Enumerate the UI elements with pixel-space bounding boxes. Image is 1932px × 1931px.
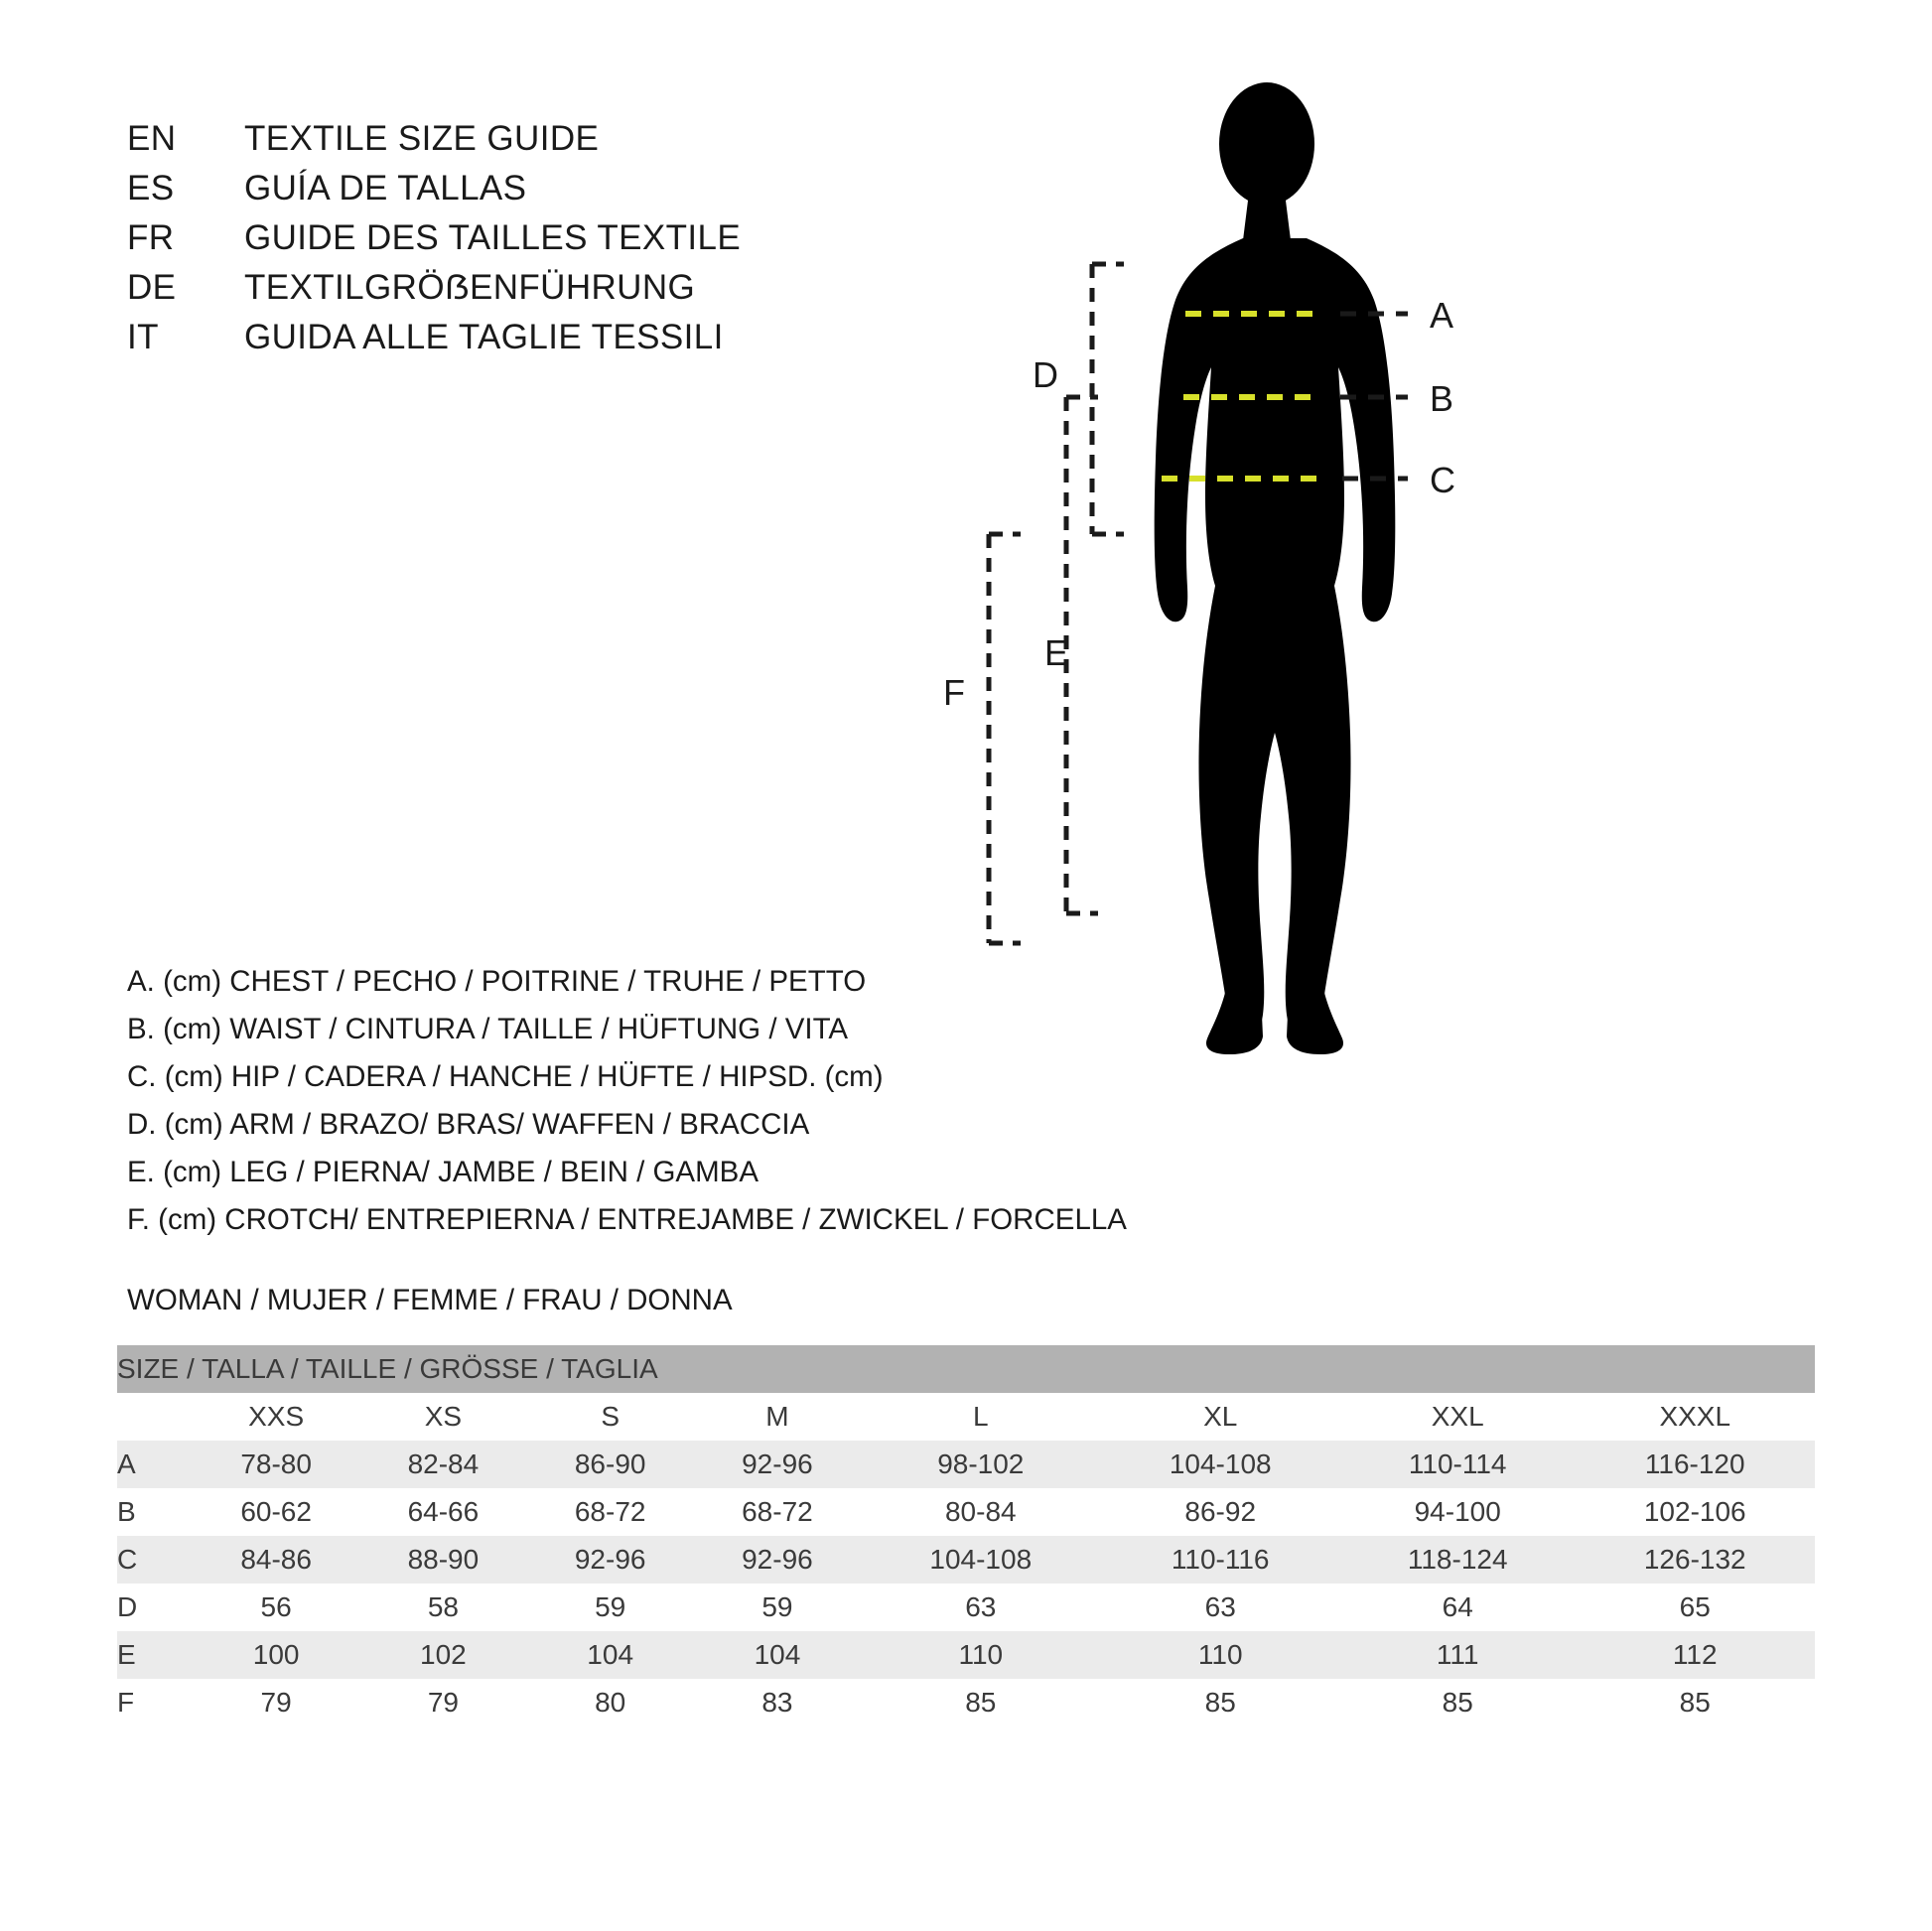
title-row (127, 218, 941, 268)
cell-c-xl: 110-116 (1101, 1536, 1340, 1584)
language-code: DE (127, 268, 177, 307)
cell-d-xxl: 64 (1340, 1584, 1576, 1631)
legend-item-d: D. (cm) ARM / BRAZO/ BRAS/ WAFFEN / BRACCIA (127, 1108, 810, 1141)
row-label-f: F (117, 1679, 193, 1726)
row-label-c: C (117, 1536, 193, 1584)
cell-b-m: 68-72 (694, 1488, 861, 1536)
size-header-xxs: XXS (193, 1393, 359, 1441)
cell-a-xs: 82-84 (359, 1441, 526, 1488)
cell-a-xxs: 78-80 (193, 1441, 359, 1488)
row-label-a: A (117, 1441, 193, 1488)
cell-e-xxxl: 112 (1575, 1631, 1815, 1679)
size-chart-table (117, 1345, 1815, 1726)
bracket-e (1066, 397, 1098, 913)
cell-d-xxxl: 65 (1575, 1584, 1815, 1631)
size-header-xl: XL (1101, 1393, 1340, 1441)
cell-f-s: 80 (527, 1679, 694, 1726)
cell-b-xxl: 94-100 (1340, 1488, 1576, 1536)
cell-c-xxxl: 126-132 (1575, 1536, 1815, 1584)
cell-c-xxs: 84-86 (193, 1536, 359, 1584)
cell-b-xs: 64-66 (359, 1488, 526, 1536)
cell-c-s: 92-96 (527, 1536, 694, 1584)
language-code: ES (127, 169, 175, 207)
language-code: FR (127, 218, 175, 257)
cell-c-m: 92-96 (694, 1536, 861, 1584)
cell-b-xl: 86-92 (1101, 1488, 1340, 1536)
table-header-row (117, 1345, 1815, 1393)
measurement-legend (127, 958, 1170, 1244)
language-code: IT (127, 318, 159, 356)
cell-a-l: 98-102 (861, 1441, 1100, 1488)
legend-item-e: E. (cm) LEG / PIERNA/ JAMBE / BEIN / GAMBA (127, 1156, 759, 1188)
table-row (117, 1536, 1815, 1584)
bracket-label-e: E (1044, 632, 1069, 673)
cell-b-xxxl: 102-106 (1575, 1488, 1815, 1536)
language-title: GUÍA DE TALLAS (244, 169, 527, 207)
language-code: EN (127, 119, 177, 158)
cell-c-l: 104-108 (861, 1536, 1100, 1584)
cell-e-xxl: 111 (1340, 1631, 1576, 1679)
cell-a-xxxl: 116-120 (1575, 1441, 1815, 1488)
language-title: GUIDA ALLE TAGLIE TESSILI (244, 318, 724, 356)
language-title: TEXTILGRÖẞENFÜHRUNG (244, 268, 696, 307)
cell-e-xs: 102 (359, 1631, 526, 1679)
cell-d-xl: 63 (1101, 1584, 1340, 1631)
size-header-xxl: XXL (1340, 1393, 1576, 1441)
legend-item-b: B. (cm) WAIST / CINTURA / TAILLE / HÜFTUNG / VITA (127, 1013, 849, 1045)
cell-b-s: 68-72 (527, 1488, 694, 1536)
marker-label-b: B (1430, 378, 1454, 419)
marker-label-a: A (1430, 295, 1454, 336)
cell-e-xxs: 100 (193, 1631, 359, 1679)
legend-item-a: A. (cm) CHEST / PECHO / POITRINE / TRUHE / PETTO (127, 965, 867, 998)
cell-f-xs: 79 (359, 1679, 526, 1726)
table-size-row (117, 1393, 1815, 1441)
table-row (117, 1584, 1815, 1631)
table-row (117, 1441, 1815, 1488)
cell-d-xs: 58 (359, 1584, 526, 1631)
legend-item-c: C. (cm) HIP / CADERA / HANCHE / HÜFTE / HIPSD. (cm) (127, 1060, 884, 1093)
cell-a-xxl: 110-114 (1340, 1441, 1576, 1488)
size-header-xxxl: XXXL (1575, 1393, 1815, 1441)
cell-f-xxxl: 85 (1575, 1679, 1815, 1726)
bracket-f (989, 534, 1021, 943)
cell-d-m: 59 (694, 1584, 861, 1631)
cell-e-m: 104 (694, 1631, 861, 1679)
size-header-s: S (527, 1393, 694, 1441)
cell-a-xl: 104-108 (1101, 1441, 1340, 1488)
female-silhouette-icon (1155, 82, 1396, 1054)
table-header-label: SIZE / TALLA / TAILLE / GRÖSSE / TAGLIA (117, 1345, 1815, 1393)
cell-d-xxs: 56 (193, 1584, 359, 1631)
title-row (127, 119, 941, 169)
table-row (117, 1488, 1815, 1536)
cell-d-s: 59 (527, 1584, 694, 1631)
bracket-label-f: F (943, 672, 965, 713)
language-title: TEXTILE SIZE GUIDE (244, 119, 600, 158)
size-header-l: L (861, 1393, 1100, 1441)
cell-c-xxl: 118-124 (1340, 1536, 1576, 1584)
row-label-b: B (117, 1488, 193, 1536)
language-title-block (127, 119, 941, 367)
cell-f-m: 83 (694, 1679, 861, 1726)
cell-c-xs: 88-90 (359, 1536, 526, 1584)
legend-item-f: F. (cm) CROTCH/ ENTREPIERNA / ENTREJAMBE / ZWICKEL / FORCELLA (127, 1203, 1127, 1236)
marker-label-c: C (1430, 460, 1455, 500)
size-header-xs: XS (359, 1393, 526, 1441)
language-title: GUIDE DES TAILLES TEXTILE (244, 218, 742, 257)
cell-b-xxs: 60-62 (193, 1488, 359, 1536)
cell-d-l: 63 (861, 1584, 1100, 1631)
table-row (117, 1679, 1815, 1726)
cell-e-s: 104 (527, 1631, 694, 1679)
group-caption: WOMAN / MUJER / FEMME / FRAU / DONNA (127, 1284, 733, 1316)
body-measurement-diagram (943, 69, 1886, 1241)
title-row (127, 169, 941, 218)
cell-f-xxs: 79 (193, 1679, 359, 1726)
size-header-m: M (694, 1393, 861, 1441)
table-corner-cell (117, 1393, 193, 1441)
cell-b-l: 80-84 (861, 1488, 1100, 1536)
cell-f-xl: 85 (1101, 1679, 1340, 1726)
table-row (117, 1631, 1815, 1679)
cell-a-m: 92-96 (694, 1441, 861, 1488)
cell-a-s: 86-90 (527, 1441, 694, 1488)
title-row (127, 318, 941, 367)
row-label-d: D (117, 1584, 193, 1631)
cell-e-l: 110 (861, 1631, 1100, 1679)
cell-f-xxl: 85 (1340, 1679, 1576, 1726)
cell-f-l: 85 (861, 1679, 1100, 1726)
title-row (127, 268, 941, 318)
bracket-label-d: D (1033, 354, 1058, 395)
cell-e-xl: 110 (1101, 1631, 1340, 1679)
row-label-e: E (117, 1631, 193, 1679)
